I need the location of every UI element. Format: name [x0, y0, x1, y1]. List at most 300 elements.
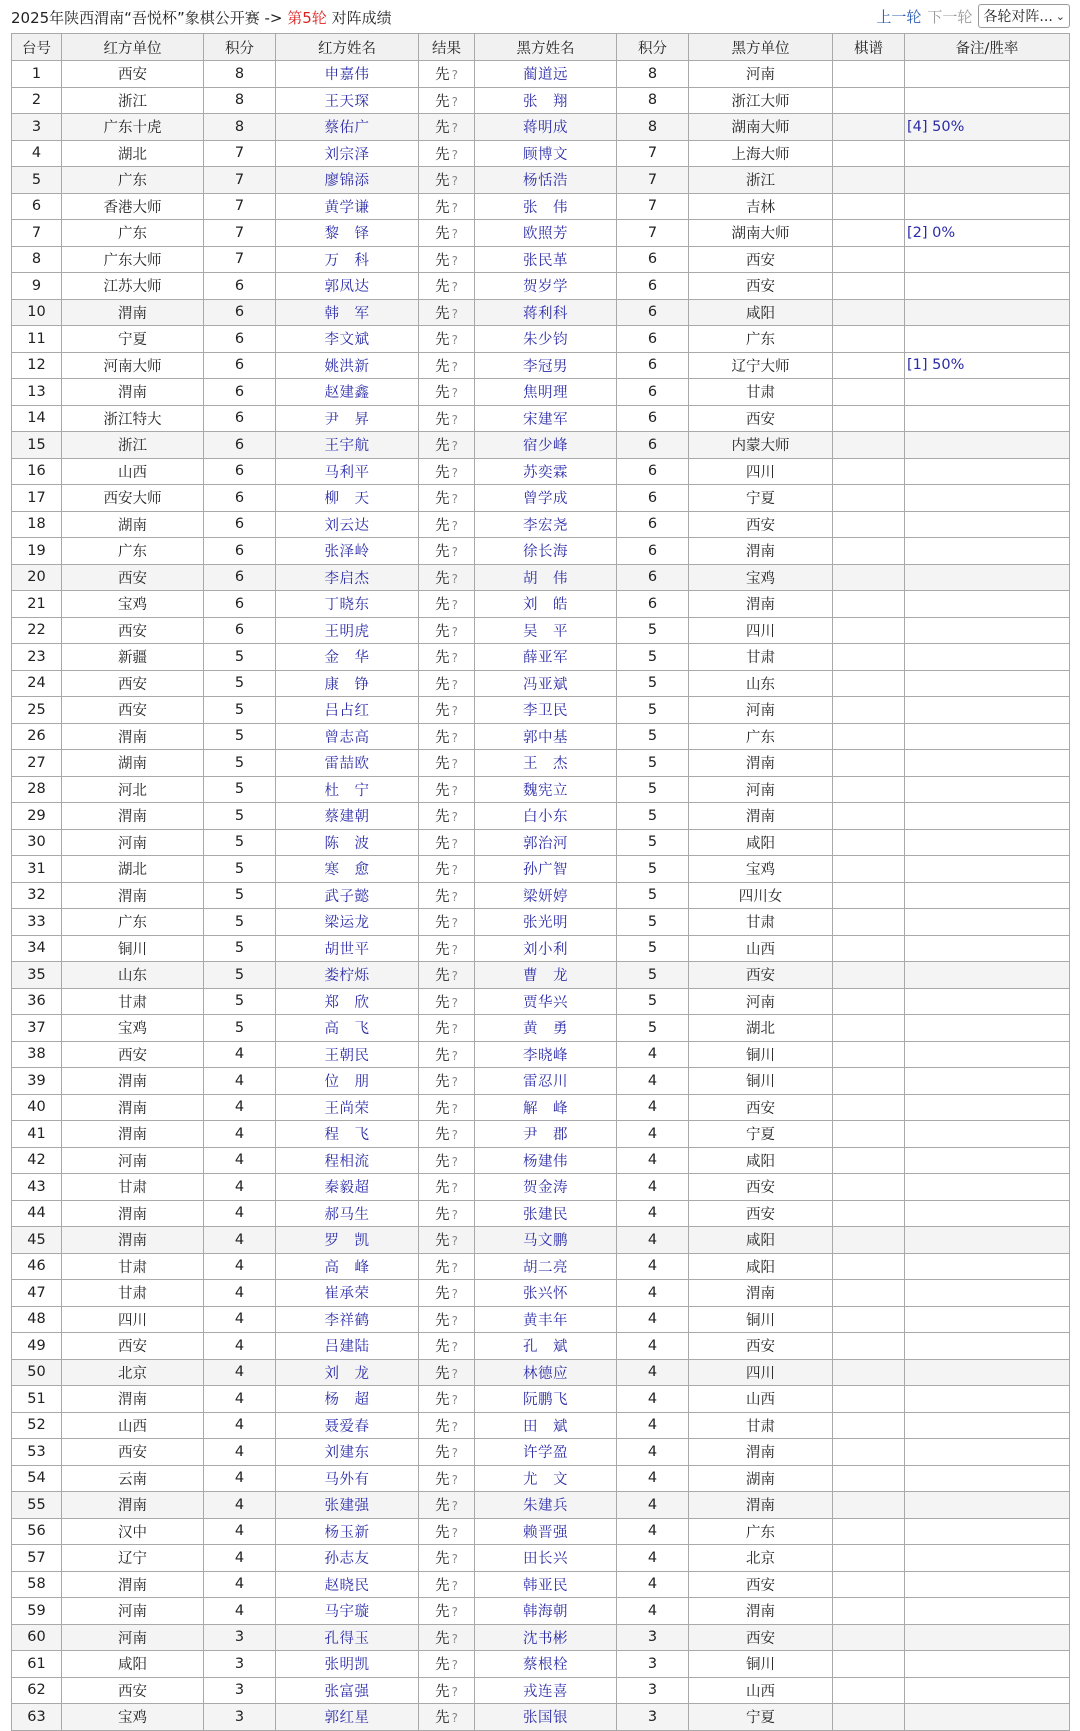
red-player-link[interactable]: 张富强 [276, 1677, 419, 1704]
black-player-link[interactable]: 解 峰 [475, 1094, 617, 1121]
result-pending-mark: ? [451, 1366, 458, 1381]
result-label: 先 [435, 1100, 450, 1117]
note-cell [905, 299, 1070, 326]
table-row [12, 1545, 1070, 1572]
red-player-link[interactable]: 秦毅超 [276, 1174, 419, 1201]
black-unit-cell: 渭南 [689, 1492, 833, 1519]
red-player-link[interactable]: 李文斌 [276, 326, 419, 353]
red-score-cell: 5 [204, 988, 276, 1015]
red-score-cell: 6 [204, 511, 276, 538]
black-score-cell: 5 [617, 670, 689, 697]
black-player-link[interactable]: 胡二亮 [475, 1253, 617, 1280]
red-player-link[interactable]: 孙志友 [276, 1545, 419, 1572]
result-cell [419, 273, 475, 300]
red-player-link[interactable]: 胡世平 [276, 935, 419, 962]
game-record-cell [833, 962, 905, 989]
game-record-cell [833, 379, 905, 406]
red-player-link[interactable]: 马利平 [276, 458, 419, 485]
note-cell [905, 1598, 1070, 1625]
result-label: 先 [435, 1551, 450, 1568]
black-player-link[interactable]: 张建民 [475, 1200, 617, 1227]
red-player-link[interactable]: 梁运龙 [276, 909, 419, 936]
red-player-link[interactable]: 王天琛 [276, 87, 419, 114]
column-header-black-unit: 黑方单位 [689, 34, 833, 61]
table-no-cell: 13 [12, 379, 62, 406]
result-pending-mark: ? [451, 545, 458, 560]
red-player-link[interactable]: 申嘉伟 [276, 61, 419, 88]
page-header [0, 0, 1080, 32]
black-player-link[interactable]: 张 伟 [475, 193, 617, 220]
red-player-link[interactable]: 李启杰 [276, 564, 419, 591]
black-score-cell: 5 [617, 723, 689, 750]
red-player-link[interactable]: 崔承荣 [276, 1280, 419, 1307]
result-cell [419, 1465, 475, 1492]
red-score-cell: 4 [204, 1439, 276, 1466]
result-pending-mark: ? [451, 306, 458, 321]
red-player-link[interactable]: 赵建鑫 [276, 379, 419, 406]
black-unit-cell: 西安 [689, 1094, 833, 1121]
black-player-link[interactable]: 苏奕霖 [475, 458, 617, 485]
red-player-link[interactable]: 张泽岭 [276, 538, 419, 565]
table-no-cell: 42 [12, 1147, 62, 1174]
table-row [12, 1359, 1070, 1386]
black-score-cell: 5 [617, 962, 689, 989]
black-player-link[interactable]: 黄丰年 [475, 1306, 617, 1333]
result-cell [419, 1094, 475, 1121]
red-score-cell: 8 [204, 87, 276, 114]
red-unit-cell: 西安 [62, 670, 204, 697]
black-score-cell: 5 [617, 697, 689, 724]
black-score-cell: 6 [617, 273, 689, 300]
game-record-cell [833, 1412, 905, 1439]
black-player-link[interactable]: 雷忍川 [475, 1068, 617, 1095]
red-player-link[interactable]: 王朝民 [276, 1041, 419, 1068]
black-player-link[interactable]: 焦明理 [475, 379, 617, 406]
black-player-link[interactable]: 孙广智 [475, 856, 617, 883]
black-score-cell: 5 [617, 988, 689, 1015]
black-unit-cell: 浙江大师 [689, 87, 833, 114]
black-unit-cell: 山西 [689, 1677, 833, 1704]
black-unit-cell: 西安 [689, 1333, 833, 1360]
black-score-cell: 4 [617, 1306, 689, 1333]
black-player-link[interactable]: 韩海朝 [475, 1598, 617, 1625]
red-player-link[interactable]: 王宇航 [276, 432, 419, 459]
game-record-cell [833, 1333, 905, 1360]
black-score-cell: 4 [617, 1253, 689, 1280]
result-label: 先 [435, 782, 450, 799]
black-player-link[interactable]: 梁妍婷 [475, 882, 617, 909]
black-player-link[interactable]: 赖晋强 [475, 1518, 617, 1545]
black-unit-cell: 河南 [689, 776, 833, 803]
black-player-link[interactable]: 张光明 [475, 909, 617, 936]
red-unit-cell: 甘肃 [62, 1253, 204, 1280]
black-player-link[interactable]: 戎连喜 [475, 1677, 617, 1704]
red-score-cell: 6 [204, 299, 276, 326]
result-cell [419, 114, 475, 141]
black-player-link[interactable]: 吴 平 [475, 617, 617, 644]
red-player-link[interactable]: 姚洪新 [276, 352, 419, 379]
table-row [12, 617, 1070, 644]
game-record-cell [833, 114, 905, 141]
black-player-link[interactable]: 蒋利科 [475, 299, 617, 326]
game-record-cell [833, 1306, 905, 1333]
black-player-link[interactable]: 刘小利 [475, 935, 617, 962]
red-unit-cell: 香港大师 [62, 193, 204, 220]
black-player-link[interactable]: 田 斌 [475, 1412, 617, 1439]
red-unit-cell: 汉中 [62, 1518, 204, 1545]
note-cell [905, 803, 1070, 830]
result-cell [419, 1359, 475, 1386]
table-row [12, 670, 1070, 697]
black-player-link[interactable]: 张兴怀 [475, 1280, 617, 1307]
result-cell [419, 1200, 475, 1227]
black-player-link[interactable]: 孔 斌 [475, 1333, 617, 1360]
column-header-notes: 备注/胜率 [905, 34, 1070, 61]
black-player-link[interactable]: 欧照芳 [475, 220, 617, 247]
table-row [12, 1598, 1070, 1625]
black-unit-cell: 渭南 [689, 803, 833, 830]
red-player-link[interactable]: 万 科 [276, 246, 419, 273]
red-player-link[interactable]: 韩 军 [276, 299, 419, 326]
black-score-cell: 5 [617, 829, 689, 856]
black-player-link[interactable]: 杨恬浩 [475, 167, 617, 194]
result-cell [419, 1545, 475, 1572]
result-cell [419, 856, 475, 883]
result-cell [419, 723, 475, 750]
red-player-link[interactable]: 程 飞 [276, 1121, 419, 1148]
red-player-link[interactable]: 柳 天 [276, 485, 419, 512]
black-player-link[interactable]: 郭治河 [475, 829, 617, 856]
result-pending-mark: ? [451, 969, 458, 984]
result-pending-mark: ? [451, 1525, 458, 1540]
round-select[interactable] [978, 4, 1070, 28]
black-player-link[interactable]: 宿少峰 [475, 432, 617, 459]
game-record-cell [833, 1624, 905, 1651]
red-player-link[interactable]: 赵晓民 [276, 1571, 419, 1598]
result-pending-mark: ? [451, 227, 458, 242]
red-player-link[interactable]: 王尚荣 [276, 1094, 419, 1121]
red-player-link[interactable]: 聂爱春 [276, 1412, 419, 1439]
red-player-link[interactable]: 寒 愈 [276, 856, 419, 883]
black-unit-cell: 湖南大师 [689, 114, 833, 141]
black-player-link[interactable]: 李宏尧 [475, 511, 617, 538]
black-player-link[interactable]: 阮鹏飞 [475, 1386, 617, 1413]
result-label: 先 [435, 703, 450, 720]
red-player-link[interactable]: 刘宗泽 [276, 140, 419, 167]
red-player-link[interactable]: 刘云达 [276, 511, 419, 538]
red-unit-cell: 江苏大师 [62, 273, 204, 300]
black-player-link[interactable]: 尤 文 [475, 1465, 617, 1492]
black-player-link[interactable]: 顾博文 [475, 140, 617, 167]
black-player-link[interactable]: 马文鹏 [475, 1227, 617, 1254]
black-unit-cell: 宁夏 [689, 1704, 833, 1731]
black-player-link[interactable]: 蔺道远 [475, 61, 617, 88]
black-score-cell: 4 [617, 1518, 689, 1545]
result-cell [419, 326, 475, 353]
black-unit-cell: 咸阳 [689, 829, 833, 856]
result-pending-mark: ? [451, 94, 458, 109]
red-unit-cell: 四川 [62, 1306, 204, 1333]
black-player-link[interactable]: 蒋明成 [475, 114, 617, 141]
black-unit-cell: 甘肃 [689, 909, 833, 936]
red-player-link[interactable]: 张明凯 [276, 1651, 419, 1678]
note-cell [905, 1545, 1070, 1572]
game-record-cell [833, 1015, 905, 1042]
red-player-link[interactable]: 杨 超 [276, 1386, 419, 1413]
black-player-link[interactable]: 韩亚民 [475, 1571, 617, 1598]
result-cell [419, 564, 475, 591]
black-player-link[interactable]: 胡 伟 [475, 564, 617, 591]
result-label: 先 [435, 120, 450, 137]
black-unit-cell: 四川 [689, 458, 833, 485]
red-player-link[interactable]: 廖锦添 [276, 167, 419, 194]
note-cell [905, 538, 1070, 565]
red-player-link[interactable]: 蔡佑广 [276, 114, 419, 141]
table-no-cell: 17 [12, 485, 62, 512]
pairings-table [11, 33, 1070, 1731]
red-player-link[interactable]: 位 朋 [276, 1068, 419, 1095]
red-player-link[interactable]: 陈 波 [276, 829, 419, 856]
result-pending-mark: ? [451, 253, 458, 268]
black-player-link[interactable]: 许学盈 [475, 1439, 617, 1466]
red-player-link[interactable]: 蔡建朝 [276, 803, 419, 830]
black-unit-cell: 甘肃 [689, 379, 833, 406]
red-player-link[interactable]: 孔得玉 [276, 1624, 419, 1651]
result-pending-mark: ? [451, 1048, 458, 1063]
black-player-link[interactable]: 黄 勇 [475, 1015, 617, 1042]
result-cell [419, 61, 475, 88]
black-player-link[interactable]: 徐长海 [475, 538, 617, 565]
red-player-link[interactable]: 高 峰 [276, 1253, 419, 1280]
table-row [12, 326, 1070, 353]
note-cell [905, 1068, 1070, 1095]
game-record-cell [833, 1227, 905, 1254]
black-player-link[interactable]: 李冠男 [475, 352, 617, 379]
note-cell [905, 1386, 1070, 1413]
note-cell [905, 1518, 1070, 1545]
game-record-cell [833, 1571, 905, 1598]
column-header-black-score: 积分 [617, 34, 689, 61]
game-record-cell [833, 511, 905, 538]
black-player-link[interactable]: 张国银 [475, 1704, 617, 1731]
black-player-link[interactable]: 曾学成 [475, 485, 617, 512]
result-pending-mark: ? [451, 1393, 458, 1408]
result-cell [419, 1677, 475, 1704]
note-cell [905, 432, 1070, 459]
red-player-link[interactable]: 娄柠烁 [276, 962, 419, 989]
red-player-link[interactable]: 黄学谦 [276, 193, 419, 220]
red-player-link[interactable]: 郝马生 [276, 1200, 419, 1227]
red-score-cell: 5 [204, 909, 276, 936]
red-player-link[interactable]: 刘建东 [276, 1439, 419, 1466]
black-player-link[interactable]: 刘 皓 [475, 591, 617, 618]
black-player-link[interactable]: 王 杰 [475, 750, 617, 777]
red-player-link[interactable]: 丁晓东 [276, 591, 419, 618]
result-label: 先 [435, 862, 450, 879]
black-player-link[interactable]: 沈书彬 [475, 1624, 617, 1651]
column-header-red-name: 红方姓名 [276, 34, 419, 61]
red-unit-cell: 渭南 [62, 1571, 204, 1598]
red-player-link[interactable]: 郭红星 [276, 1704, 419, 1731]
red-player-link[interactable]: 王明虎 [276, 617, 419, 644]
red-player-link[interactable]: 雷喆欧 [276, 750, 419, 777]
red-player-link[interactable]: 金 华 [276, 644, 419, 671]
black-score-cell: 4 [617, 1359, 689, 1386]
red-player-link[interactable]: 郭凤达 [276, 273, 419, 300]
result-label: 先 [435, 1710, 450, 1727]
red-player-link[interactable]: 高 飞 [276, 1015, 419, 1042]
result-cell [419, 697, 475, 724]
note-cell [905, 1651, 1070, 1678]
black-score-cell: 4 [617, 1333, 689, 1360]
table-no-cell: 45 [12, 1227, 62, 1254]
prev-round-link[interactable]: 上一轮 [876, 7, 922, 26]
red-player-link[interactable]: 尹 昇 [276, 405, 419, 432]
result-pending-mark: ? [451, 1128, 458, 1143]
table-no-cell: 30 [12, 829, 62, 856]
result-pending-mark: ? [451, 1154, 458, 1169]
result-cell [419, 909, 475, 936]
red-player-link[interactable]: 马外有 [276, 1465, 419, 1492]
result-cell [419, 1041, 475, 1068]
game-record-cell [833, 87, 905, 114]
game-record-cell [833, 591, 905, 618]
note-cell [905, 458, 1070, 485]
title-prefix: 2025年陕西渭南“吾悦杯”象棋公开赛 -> [11, 9, 283, 27]
red-score-cell: 6 [204, 485, 276, 512]
table-no-cell: 50 [12, 1359, 62, 1386]
result-cell [419, 1704, 475, 1731]
table-no-cell: 35 [12, 962, 62, 989]
table-row [12, 697, 1070, 724]
black-player-link[interactable]: 贺金涛 [475, 1174, 617, 1201]
black-player-link[interactable]: 尹 郡 [475, 1121, 617, 1148]
black-player-link[interactable]: 魏宪立 [475, 776, 617, 803]
result-pending-mark: ? [451, 386, 458, 401]
game-record-cell [833, 697, 905, 724]
note-cell [905, 405, 1070, 432]
result-label: 先 [435, 358, 450, 375]
red-unit-cell: 广东大师 [62, 246, 204, 273]
note-cell [905, 1571, 1070, 1598]
result-cell [419, 1015, 475, 1042]
black-player-link[interactable]: 郭中基 [475, 723, 617, 750]
black-player-link[interactable]: 白小东 [475, 803, 617, 830]
red-player-link[interactable]: 程相流 [276, 1147, 419, 1174]
red-player-link[interactable]: 吕建陆 [276, 1333, 419, 1360]
black-player-link[interactable]: 宋建军 [475, 405, 617, 432]
red-player-link[interactable]: 张建强 [276, 1492, 419, 1519]
red-player-link[interactable]: 刘 龙 [276, 1359, 419, 1386]
black-player-link[interactable]: 蔡根栓 [475, 1651, 617, 1678]
black-player-link[interactable]: 张民革 [475, 246, 617, 273]
result-cell [419, 352, 475, 379]
table-row [12, 1068, 1070, 1095]
black-score-cell: 5 [617, 856, 689, 883]
table-no-cell: 32 [12, 882, 62, 909]
table-no-cell: 47 [12, 1280, 62, 1307]
column-header-game-record: 棋谱 [833, 34, 905, 61]
red-player-link[interactable]: 杜 宁 [276, 776, 419, 803]
red-unit-cell: 湖南 [62, 511, 204, 538]
red-player-link[interactable]: 黎 铎 [276, 220, 419, 247]
black-score-cell: 4 [617, 1094, 689, 1121]
black-unit-cell: 浙江 [689, 167, 833, 194]
table-row [12, 352, 1070, 379]
red-player-link[interactable]: 康 铮 [276, 670, 419, 697]
table-no-cell: 12 [12, 352, 62, 379]
black-score-cell: 7 [617, 220, 689, 247]
red-score-cell: 4 [204, 1306, 276, 1333]
result-label: 先 [435, 332, 450, 349]
black-unit-cell: 渭南 [689, 1280, 833, 1307]
black-unit-cell: 广东 [689, 1518, 833, 1545]
game-record-cell [833, 1253, 905, 1280]
note-cell [905, 617, 1070, 644]
black-unit-cell: 西安 [689, 246, 833, 273]
black-player-link[interactable]: 贾华兴 [475, 988, 617, 1015]
table-row [12, 1253, 1070, 1280]
game-record-cell [833, 1598, 905, 1625]
black-unit-cell: 甘肃 [689, 644, 833, 671]
result-label: 先 [435, 1312, 450, 1329]
black-player-link[interactable]: 薛亚军 [475, 644, 617, 671]
table-row [12, 776, 1070, 803]
result-label: 先 [435, 1180, 450, 1197]
black-player-link[interactable]: 朱建兵 [475, 1492, 617, 1519]
round-link[interactable]: 第5轮 [287, 9, 327, 27]
game-record-cell [833, 326, 905, 353]
red-player-link[interactable]: 马宇璇 [276, 1598, 419, 1625]
column-header-black-name: 黑方姓名 [475, 34, 617, 61]
red-player-link[interactable]: 曾志高 [276, 723, 419, 750]
black-player-link[interactable]: 朱少钧 [475, 326, 617, 353]
table-no-cell: 61 [12, 1651, 62, 1678]
game-record-cell [833, 352, 905, 379]
result-cell [419, 1518, 475, 1545]
red-player-link[interactable]: 武子懿 [276, 882, 419, 909]
result-cell [419, 140, 475, 167]
black-unit-cell: 渭南 [689, 750, 833, 777]
black-player-link[interactable]: 曹 龙 [475, 962, 617, 989]
black-score-cell: 6 [617, 379, 689, 406]
red-player-link[interactable]: 杨玉新 [276, 1518, 419, 1545]
result-cell [419, 1439, 475, 1466]
result-pending-mark: ? [451, 412, 458, 427]
black-unit-cell: 铜川 [689, 1068, 833, 1095]
game-record-cell [833, 1121, 905, 1148]
red-player-link[interactable]: 罗 凯 [276, 1227, 419, 1254]
black-score-cell: 6 [617, 352, 689, 379]
result-label: 先 [435, 1445, 450, 1462]
black-player-link[interactable]: 张 翔 [475, 87, 617, 114]
result-label: 先 [435, 305, 450, 322]
black-player-link[interactable]: 林德应 [475, 1359, 617, 1386]
red-unit-cell: 湖北 [62, 140, 204, 167]
black-player-link[interactable]: 田长兴 [475, 1545, 617, 1572]
black-player-link[interactable]: 冯亚斌 [475, 670, 617, 697]
black-player-link[interactable]: 杨建伟 [475, 1147, 617, 1174]
red-score-cell: 7 [204, 193, 276, 220]
red-player-link[interactable]: 吕占红 [276, 697, 419, 724]
result-cell [419, 167, 475, 194]
result-label: 先 [435, 1498, 450, 1515]
black-player-link[interactable]: 李卫民 [475, 697, 617, 724]
black-player-link[interactable]: 贺岁学 [475, 273, 617, 300]
red-player-link[interactable]: 郑 欣 [276, 988, 419, 1015]
black-player-link[interactable]: 李晓峰 [475, 1041, 617, 1068]
red-player-link[interactable]: 李祥鹤 [276, 1306, 419, 1333]
